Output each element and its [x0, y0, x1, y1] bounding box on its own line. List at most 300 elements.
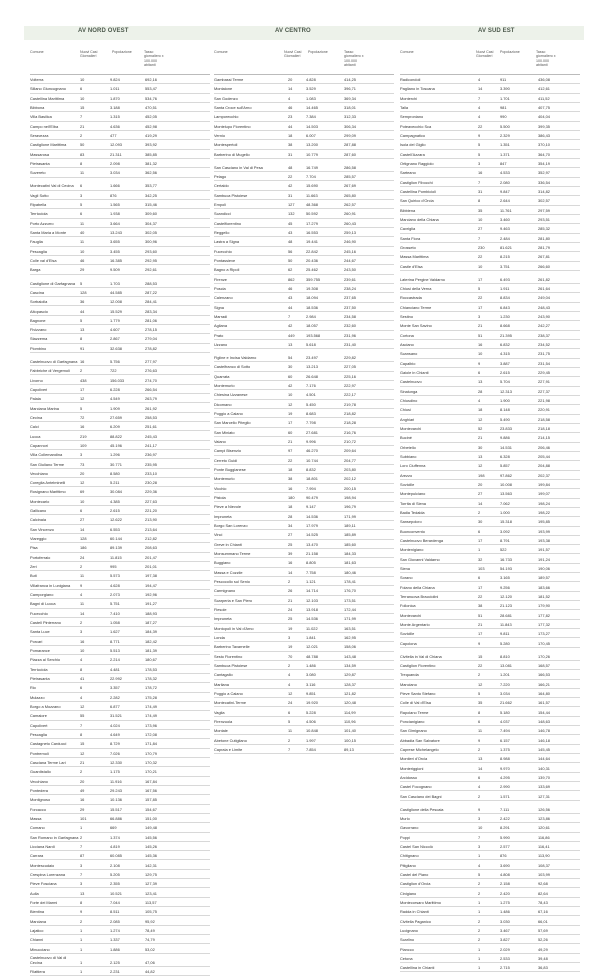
cell-nuovi-casi: 34 — [288, 523, 293, 529]
cell-comune: Gallicano — [30, 508, 47, 514]
cell-tasso: 312,33 — [344, 114, 356, 120]
cell-nuovi-casi: 15 — [478, 653, 483, 659]
cell-nuovi-casi: 50 — [80, 142, 85, 148]
cell-nuovi-casi: 20 — [80, 778, 85, 784]
cell-comune: Poppi — [400, 834, 410, 840]
cell-popolazione: 7.384 — [306, 114, 316, 120]
cell-comune: Rosignano Marittimo — [30, 489, 66, 495]
table-body — [30, 75, 210, 976]
cell-tasso: 202,12 — [344, 476, 356, 482]
table-row — [214, 586, 394, 595]
table-row — [400, 489, 580, 498]
cell-tasso: 170,26 — [538, 653, 550, 659]
table-row — [400, 680, 580, 689]
cell-tasso: 261,82 — [538, 276, 550, 282]
cell-tasso: 198,94 — [344, 495, 356, 501]
cell-nuovi-casi: 230 — [478, 245, 485, 251]
cell-nuovi-casi: 7 — [288, 746, 291, 752]
cell-popolazione: 669 — [110, 825, 117, 831]
cell-popolazione: 4.808 — [500, 871, 510, 877]
table-row — [214, 390, 394, 399]
cell-comune: Lucignano — [400, 927, 418, 933]
cell-nuovi-casi: 5 — [478, 142, 481, 148]
cell-popolazione: 11.815 — [110, 554, 122, 560]
cell-nuovi-casi: 12 — [80, 704, 85, 710]
cell-tasso: 180,46 — [344, 569, 356, 575]
cell-comune: Vecchiano — [30, 778, 48, 784]
table-row — [400, 103, 580, 112]
cell-nuovi-casi: 4 — [478, 862, 481, 868]
cell-popolazione: 2.231 — [110, 968, 120, 974]
cell-popolazione: 15.529 — [110, 308, 122, 314]
cell-nuovi-casi: 7 — [478, 95, 481, 101]
table-row — [400, 554, 580, 563]
cell-comune: Impruneta — [214, 513, 232, 519]
cell-comune: Barga — [30, 267, 41, 273]
cell-popolazione: 2.577 — [500, 843, 510, 849]
table-row — [30, 954, 210, 967]
cell-nuovi-casi: 39 — [288, 551, 293, 557]
table-row — [30, 926, 210, 935]
cell-nuovi-casi: 13 — [80, 327, 85, 333]
cell-tasso: 276,63 — [145, 368, 157, 374]
cell-tasso: 142,31 — [145, 862, 157, 868]
cell-nuovi-casi: 21 — [478, 323, 483, 329]
cell-popolazione: 1.275 — [500, 899, 510, 905]
cell-tasso: 216,76 — [344, 429, 356, 435]
cell-nuovi-casi: 16 — [478, 342, 483, 348]
cell-tasso: 120,61 — [538, 825, 550, 831]
cell-nuovi-casi: 2 — [288, 662, 291, 668]
table-row — [400, 405, 580, 414]
cell-nuovi-casi: 2 — [478, 746, 481, 752]
cell-popolazione: 3.092 — [500, 528, 510, 534]
cell-tasso: 262,57 — [344, 202, 356, 208]
cell-popolazione: 2.158 — [500, 881, 510, 887]
cell-nuovi-casi: 9 — [80, 582, 83, 588]
cell-tasso: 78,49 — [145, 927, 155, 933]
table-row — [400, 349, 580, 358]
cell-popolazione: 17.279 — [306, 220, 318, 226]
cell-popolazione: 2.282 — [110, 694, 120, 700]
cell-nuovi-casi: 5 — [478, 151, 481, 157]
cell-popolazione: 876 — [500, 853, 507, 859]
cell-comune: Montecarlo — [30, 498, 50, 504]
cell-popolazione: 193.568 — [306, 332, 321, 338]
cell-comune: Pieve Fosciana — [30, 881, 57, 887]
cell-tasso: 191,27 — [145, 601, 157, 607]
cell-comune: Terricciola — [30, 211, 48, 217]
cell-nuovi-casi: 11 — [80, 170, 85, 176]
table-row — [214, 362, 394, 371]
cell-popolazione: 9.970 — [500, 765, 510, 771]
table-row — [30, 506, 210, 515]
cell-nuovi-casi: 14 — [288, 86, 293, 92]
cell-tasso: 92,68 — [538, 881, 548, 887]
cell-nuovi-casi: 24 — [80, 554, 85, 560]
cell-tasso: 265,80 — [344, 192, 356, 198]
table-row — [400, 499, 580, 508]
cell-comune: Monteriggioni — [400, 765, 424, 771]
cell-tasso: 283,34 — [145, 308, 157, 314]
cell-tasso: 229,36 — [145, 489, 157, 495]
cell-popolazione: 14.503 — [306, 123, 318, 129]
cell-popolazione: 1.011 — [110, 86, 120, 92]
cell-comune: Marliana — [214, 681, 229, 687]
cell-popolazione: 4.385 — [110, 498, 120, 504]
table-row — [400, 698, 580, 707]
table-row — [30, 515, 210, 524]
cell-popolazione: 19.920 — [306, 700, 318, 706]
cell-comune: Gambassi Terme — [214, 77, 244, 83]
cell-tasso: 318,01 — [344, 105, 356, 111]
cell-nuovi-casi: 10 — [80, 248, 85, 254]
cell-comune: Marciano della Chiana — [400, 217, 439, 223]
cell-popolazione: 1.201 — [500, 672, 510, 678]
cell-comune: Marciana — [30, 918, 47, 924]
table-row — [400, 670, 580, 679]
cell-nuovi-casi: 43 — [288, 230, 293, 236]
cell-tasso: 185,89 — [344, 532, 356, 538]
cell-comune: Crespina Lorenzana — [30, 871, 66, 877]
cell-popolazione: 1.374 — [110, 834, 120, 840]
cell-tasso: 178,72 — [145, 685, 157, 691]
cell-popolazione: 25.462 — [306, 267, 318, 273]
cell-tasso: 78,43 — [538, 899, 548, 905]
cell-popolazione: 1.886 — [110, 946, 120, 952]
cell-popolazione: 6.228 — [110, 386, 120, 392]
cell-tasso: 238,37 — [538, 332, 550, 338]
cell-comune: Montescudaio — [30, 862, 55, 868]
table-row — [214, 428, 394, 437]
table-row — [30, 478, 210, 487]
table-row — [30, 316, 210, 325]
cell-comune: Colle di Val d'Elsa — [400, 700, 431, 706]
cell-tasso: 299,09 — [344, 133, 356, 139]
cell-tasso: 229,45 — [538, 370, 550, 376]
cell-comune: Campi Bisenzio — [214, 448, 242, 454]
cell-popolazione: 17.979 — [306, 523, 318, 529]
cell-popolazione: 3.080 — [306, 672, 316, 678]
table-row — [214, 465, 394, 474]
cell-tasso: 234,52 — [538, 342, 550, 348]
cell-nuovi-casi: 5 — [80, 280, 83, 286]
cell-nuovi-casi: 5 — [478, 286, 481, 292]
table-row — [214, 247, 394, 256]
cell-nuovi-casi: 30 — [288, 364, 293, 370]
cell-tasso: 362,56 — [145, 170, 157, 176]
table-row — [400, 340, 580, 349]
cell-tasso: 172,44 — [344, 607, 356, 612]
table-row — [214, 94, 394, 103]
cell-comune: Portoferraio — [30, 554, 51, 560]
cell-nuovi-casi: 6 — [80, 685, 83, 691]
cell-popolazione: 18.094 — [306, 295, 318, 301]
cell-nuovi-casi: 5 — [288, 718, 291, 724]
cell-popolazione: 5.990 — [500, 834, 510, 840]
cell-nuovi-casi: 12 — [80, 396, 85, 402]
table-row — [30, 256, 210, 265]
cell-nuovi-casi: 449 — [288, 332, 295, 338]
cell-comune: Abetone Cutigliano — [214, 737, 247, 743]
cell-nuovi-casi: 6 — [80, 183, 83, 189]
cell-comune: Semproniano — [400, 114, 424, 120]
cell-nuovi-casi: 8 — [80, 161, 83, 167]
table-row — [214, 275, 394, 284]
cell-nuovi-casi: 1 — [80, 937, 83, 943]
table-row — [30, 103, 210, 112]
cell-comune: Terricciola — [30, 666, 48, 672]
cell-tasso: 281,79 — [538, 245, 550, 251]
cell-nuovi-casi: 11 — [80, 601, 85, 607]
cell-nuovi-casi: 48 — [288, 239, 293, 245]
table-row — [214, 698, 394, 707]
cell-tasso: 212,82 — [145, 536, 157, 542]
cell-popolazione: 44.585 — [110, 289, 122, 295]
table-row — [214, 150, 394, 159]
cell-popolazione: 5.180 — [500, 709, 510, 715]
cell-tasso: 354,19 — [538, 161, 550, 167]
cell-popolazione: 14.536 — [306, 616, 318, 622]
header-comune: Comune — [214, 50, 228, 54]
table-row — [400, 963, 580, 972]
table-row — [214, 284, 394, 293]
table-row — [400, 387, 580, 396]
cell-nuovi-casi: 6 — [478, 528, 481, 534]
cell-popolazione: 46.270 — [306, 448, 318, 454]
table-row — [214, 521, 394, 530]
table-row — [400, 954, 580, 963]
cell-tasso: 266,60 — [538, 263, 550, 269]
cell-nuovi-casi: 38 — [288, 142, 293, 148]
cell-comune: Montevarchi — [400, 426, 422, 432]
cell-comune: Orbetello — [400, 444, 416, 450]
cell-nuovi-casi: 22 — [288, 174, 293, 180]
cell-nuovi-casi: 30 — [478, 444, 483, 450]
table-row — [400, 763, 580, 772]
cell-comune: San Casciano dei Bagni — [400, 793, 442, 799]
cell-comune: Vicchio — [214, 485, 227, 491]
cell-comune: Camporgiano — [30, 592, 54, 598]
table-row — [30, 599, 210, 608]
cell-popolazione: 2.533 — [500, 955, 510, 961]
cell-comune: Sorano — [400, 575, 413, 581]
cell-comune: Forcacco — [30, 806, 46, 812]
cell-comune: Massarosa — [30, 151, 50, 157]
cell-tasso: 285,57 — [344, 174, 356, 180]
cell-popolazione: 3.034 — [500, 690, 510, 696]
cell-comune: Sarteano — [400, 170, 416, 176]
cell-popolazione: 5.756 — [110, 358, 120, 364]
cell-comune: Forte dei Marmi — [30, 899, 58, 905]
cell-popolazione: 7.994 — [306, 485, 316, 491]
cell-popolazione: 2.484 — [500, 235, 510, 241]
cell-comune: Roccastrada — [400, 295, 422, 301]
table-row — [400, 140, 580, 149]
cell-tasso: 181,63 — [344, 560, 356, 566]
cell-comune: Quarrata — [214, 373, 230, 379]
cell-comune: Calcinaia — [30, 517, 47, 523]
cell-comune: Castiglion d'Orcia — [400, 881, 431, 887]
cell-popolazione: 81.621 — [500, 245, 512, 251]
cell-comune: Poteavecchio Sca — [400, 123, 432, 129]
cell-nuovi-casi: 29 — [80, 806, 85, 812]
cell-comune: Aulla — [30, 890, 39, 896]
cell-popolazione: 2.422 — [500, 815, 510, 821]
cell-popolazione: 4.481 — [110, 666, 120, 672]
cell-tasso: 181,39 — [145, 648, 157, 654]
table-row — [214, 540, 394, 549]
cell-tasso: 236,97 — [145, 452, 157, 458]
cell-tasso: 246,90 — [344, 239, 356, 245]
cell-popolazione: 995 — [110, 564, 117, 570]
cell-comune: Capraia e Limite — [214, 746, 243, 752]
cell-popolazione: 14.714 — [306, 588, 318, 594]
cell-popolazione: 1.701 — [500, 95, 510, 101]
cell-comune: Sambuca Pistoiese — [214, 662, 248, 668]
cell-popolazione: 7.494 — [500, 728, 510, 734]
cell-popolazione: 1.083 — [306, 95, 316, 101]
cell-popolazione: 7.410 — [110, 610, 120, 616]
cell-tasso: 277,97 — [145, 358, 157, 364]
cell-tasso: 241,17 — [145, 442, 157, 448]
cell-tasso: 209,64 — [344, 448, 356, 454]
cell-popolazione: 1.938 — [110, 211, 120, 217]
cell-nuovi-casi: 7 — [288, 314, 291, 320]
cell-tasso: 218,28 — [344, 420, 356, 426]
cell-comune: Grosseto — [400, 245, 416, 251]
cell-comune: Montecatini Val di Cecina — [30, 183, 74, 189]
cell-tasso: 393,92 — [145, 142, 157, 148]
cell-comune: Villafranca in Lunigiana — [30, 582, 71, 588]
cell-comune: Pescaglia — [30, 732, 47, 738]
cell-tasso: 49,29 — [538, 946, 548, 952]
cell-popolazione: 5.211 — [110, 480, 120, 486]
cell-nuovi-casi: 8 — [478, 709, 481, 715]
cell-nuovi-casi: 3 — [478, 815, 481, 821]
cell-comune: Montale — [214, 728, 228, 734]
cell-nuovi-casi: 219 — [80, 433, 87, 439]
cell-popolazione: 5.573 — [110, 573, 120, 579]
cell-tasso: 222,17 — [344, 392, 356, 398]
table-row — [214, 474, 394, 483]
cell-popolazione: 4.628 — [110, 582, 120, 588]
table-row — [400, 610, 580, 619]
cell-comune: Sestino — [400, 314, 413, 320]
table-row — [400, 94, 580, 103]
cell-comune: Guardistallo — [30, 769, 51, 775]
cell-popolazione: 1.911 — [500, 286, 510, 292]
cell-nuovi-casi: 2 — [478, 937, 481, 943]
cell-nuovi-casi: 69 — [80, 489, 85, 495]
cell-tasso: 243,90 — [538, 314, 550, 320]
cell-comune: Greve in Chianti — [214, 541, 242, 547]
cell-comune: Pontedera — [30, 787, 48, 793]
cell-nuovi-casi: 5 — [478, 871, 481, 877]
cell-popolazione: 21.123 — [500, 603, 512, 609]
table-row — [400, 443, 580, 452]
table-row — [400, 206, 580, 215]
cell-popolazione: 3.751 — [500, 263, 510, 269]
table-row — [400, 735, 580, 744]
table-row — [214, 707, 394, 716]
table-row — [30, 571, 210, 580]
cell-comune: Isola del Giglio — [400, 142, 426, 148]
cell-popolazione: 3.827 — [500, 937, 510, 943]
cell-comune: Abbadia San Salvatore — [400, 737, 440, 743]
cell-tasso: 210,72 — [344, 439, 356, 445]
cell-popolazione: 2.080 — [500, 179, 510, 185]
cell-popolazione: 4.636 — [110, 123, 120, 129]
cell-popolazione: 12.021 — [306, 644, 318, 650]
table-row — [400, 215, 580, 224]
cell-popolazione: 13.081 — [500, 662, 512, 668]
cell-popolazione: 6.877 — [110, 704, 120, 710]
cell-nuovi-casi: 8 — [80, 899, 83, 905]
cell-tasso: 167,56 — [145, 787, 157, 793]
column-nord-ovest — [30, 46, 210, 976]
table-row — [214, 256, 394, 265]
cell-nuovi-casi: 28 — [288, 513, 293, 519]
table-row — [400, 907, 580, 916]
cell-popolazione: 6.553 — [110, 526, 120, 532]
cell-popolazione: 27.681 — [306, 429, 318, 435]
cell-comune: Terranuova Bracciolini — [400, 593, 439, 599]
cell-comune: Trequanda — [400, 672, 419, 678]
cell-comune: Firenze — [214, 276, 227, 282]
cell-tasso: 233,10 — [145, 470, 157, 476]
table-row — [30, 795, 210, 804]
cell-nuovi-casi: 6 — [80, 211, 83, 217]
cell-popolazione: 1.841 — [306, 634, 316, 640]
cell-popolazione: 18.536 — [306, 304, 318, 310]
cell-comune: Signa — [214, 304, 224, 310]
cell-popolazione: 1.315 — [110, 114, 120, 120]
cell-tasso: 100,15 — [344, 737, 356, 743]
cell-nuovi-casi: 3 — [478, 314, 481, 320]
table-row — [214, 446, 394, 455]
table-row — [30, 441, 210, 450]
cell-nuovi-casi: 32 — [478, 556, 483, 562]
cell-popolazione: 8.810 — [500, 653, 510, 659]
cell-comune: Chiusdino — [400, 398, 418, 404]
cell-comune: Follonica — [400, 603, 416, 609]
cell-tasso: 204,88 — [538, 463, 550, 469]
cell-popolazione: 9.509 — [110, 267, 120, 273]
table-row — [400, 935, 580, 944]
cell-popolazione: 4.315 — [500, 351, 510, 357]
table-row — [214, 400, 394, 409]
cell-nuovi-casi: 17 — [478, 584, 483, 590]
cell-nuovi-casi: 56 — [288, 248, 293, 254]
cell-tasso: 287,60 — [344, 151, 356, 157]
cell-popolazione: 2.615 — [110, 508, 120, 514]
cell-comune: Filattiera — [30, 968, 45, 974]
cell-tasso: 219,78 — [344, 401, 356, 407]
cell-comune: San Godenzo — [214, 95, 238, 101]
cell-nuovi-casi: 35 — [478, 700, 483, 706]
cell-tasso: 278,15 — [145, 327, 157, 333]
cell-comune: Londa — [214, 634, 225, 640]
cell-popolazione: 50.592 — [306, 211, 318, 217]
cell-comune: Castiglione Marittima — [30, 142, 67, 148]
table-row — [30, 178, 210, 191]
table-row — [30, 739, 210, 748]
cell-popolazione: 1.486 — [500, 909, 510, 915]
table-row — [214, 661, 394, 670]
cell-tasso: 285,32 — [538, 226, 550, 232]
cell-comune: Pieve Santo Stefano — [400, 690, 436, 696]
